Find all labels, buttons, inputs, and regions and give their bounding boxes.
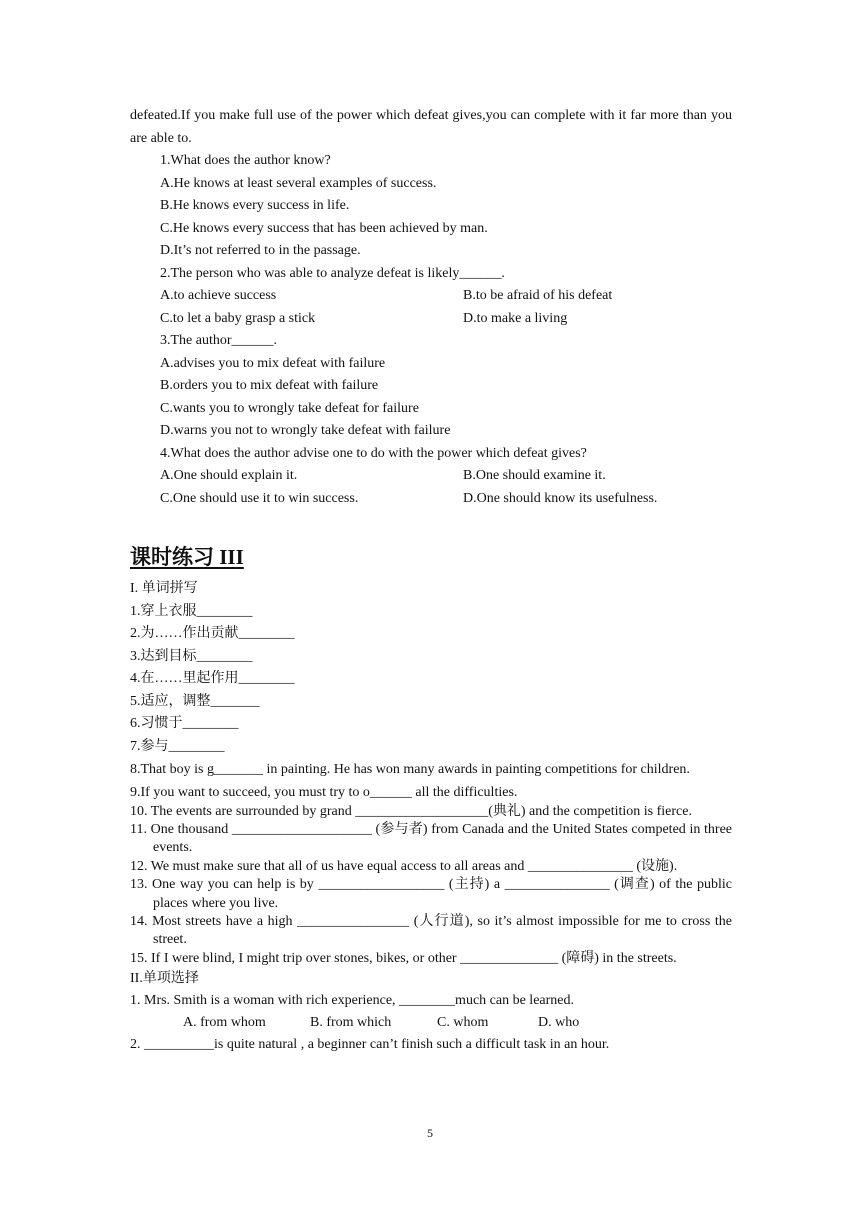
question-stem: 1.What does the author know? <box>160 153 331 168</box>
option-row <box>160 465 732 488</box>
passage-ending <box>130 105 732 150</box>
option: D.warns you not to wrongly take defeat with failure <box>160 423 451 438</box>
option-row <box>160 308 732 331</box>
vocab-item: 13. One way you can help is by __________________ (主持) a _______________ (调查) of the public places where you live. <box>130 877 732 911</box>
vocab-item: 8.That boy is g_______ in painting. He has won many awards in painting competitions for children. <box>130 762 690 777</box>
question-4 <box>160 443 732 511</box>
part-title: II.单项选择 <box>130 971 199 987</box>
part-title: I. 单词拼写 <box>130 581 198 596</box>
option: C.One should use it to win success. <box>160 490 359 506</box>
option-row <box>160 488 732 511</box>
vocab-item: 3.达到目标________ <box>130 648 253 664</box>
vocab-item: 1.穿上衣服________ <box>130 603 253 619</box>
vocab-item: 11. One thousand ____________________ (参与者) from Canada and the United States competed in three events. <box>130 821 732 856</box>
vocab-item: 5.适应，调整_______ <box>130 693 260 709</box>
page-number: 5 <box>427 1126 433 1140</box>
question-3 <box>160 330 732 443</box>
option: B.He knows every success in life. <box>160 198 350 213</box>
choice-question-2: 2. __________is quite natural , a beginner can’t finish such a difficult task in an hour. <box>130 1037 610 1053</box>
question-stem: 4.What does the author advise one to do with the power which defeat gives? <box>160 445 587 461</box>
option: A.One should explain it. <box>160 468 298 483</box>
option-row <box>160 285 732 308</box>
question-stem: 2.The person who was able to analyze defeat is likely______. <box>160 265 505 281</box>
question-2 <box>160 263 732 331</box>
vocab-item: 7.参与________ <box>130 738 225 754</box>
option: C.to let a baby grasp a stick <box>160 310 316 326</box>
option: B.One should examine it. <box>463 468 606 483</box>
option: C.wants you to wrongly take defeat for failure <box>160 400 419 416</box>
vocab-item: 14. Most streets have a high ________________ (人行道), so it’s almost impossible for me to cross the street. <box>130 913 732 948</box>
option: D. who <box>538 1015 580 1031</box>
option: A.He knows at least several examples of success. <box>160 175 437 191</box>
vocab-item: 2.为……作出贡献________ <box>130 626 295 641</box>
option: D.One should know its usefulness. <box>463 490 658 506</box>
vocabulary-section <box>130 578 732 1056</box>
option: D.It’s not referred to in the passage. <box>160 243 361 258</box>
choice-options <box>130 1012 732 1034</box>
option: C.He knows every success that has been achieved by man. <box>160 220 488 236</box>
vocab-item: 4.在……里起作用________ <box>130 671 295 686</box>
section-heading: 课时练习 III <box>130 545 244 569</box>
choice-question-1: 1. Mrs. Smith is a woman with rich experience, ________much can be learned. <box>130 993 574 1009</box>
option: B.to be afraid of his defeat <box>463 288 613 303</box>
vocab-item: 15. If I were blind, I might trip over stones, bikes, or other ______________ (障碍) in the streets. <box>130 950 677 966</box>
option: A.to achieve success <box>160 288 277 303</box>
passage-text: defeated.If you make full use of the power which defeat gives,you can complete with it far more than you are able to. <box>130 108 732 146</box>
option: C. whom <box>437 1015 489 1031</box>
option: A. from whom <box>183 1015 266 1031</box>
vocab-item: 6.习惯于________ <box>130 716 239 731</box>
option: D.to make a living <box>463 310 568 326</box>
vocab-item: 10. The events are surrounded by grand ___________________(典礼) and the competition is fierce. <box>130 803 692 819</box>
option: B. from which <box>310 1015 392 1031</box>
vocab-item: 9.If you want to succeed, you must try to o______ all the difficulties. <box>130 784 518 800</box>
option: B.orders you to mix defeat with failure <box>160 378 379 393</box>
reading-questions <box>160 150 732 510</box>
vocab-item: 12. We must make sure that all of us have equal access to all areas and _______________ (设施). <box>130 858 678 874</box>
question-stem: 3.The author______. <box>160 333 278 348</box>
question-1 <box>160 150 732 263</box>
option: A.advises you to mix defeat with failure <box>160 355 386 371</box>
